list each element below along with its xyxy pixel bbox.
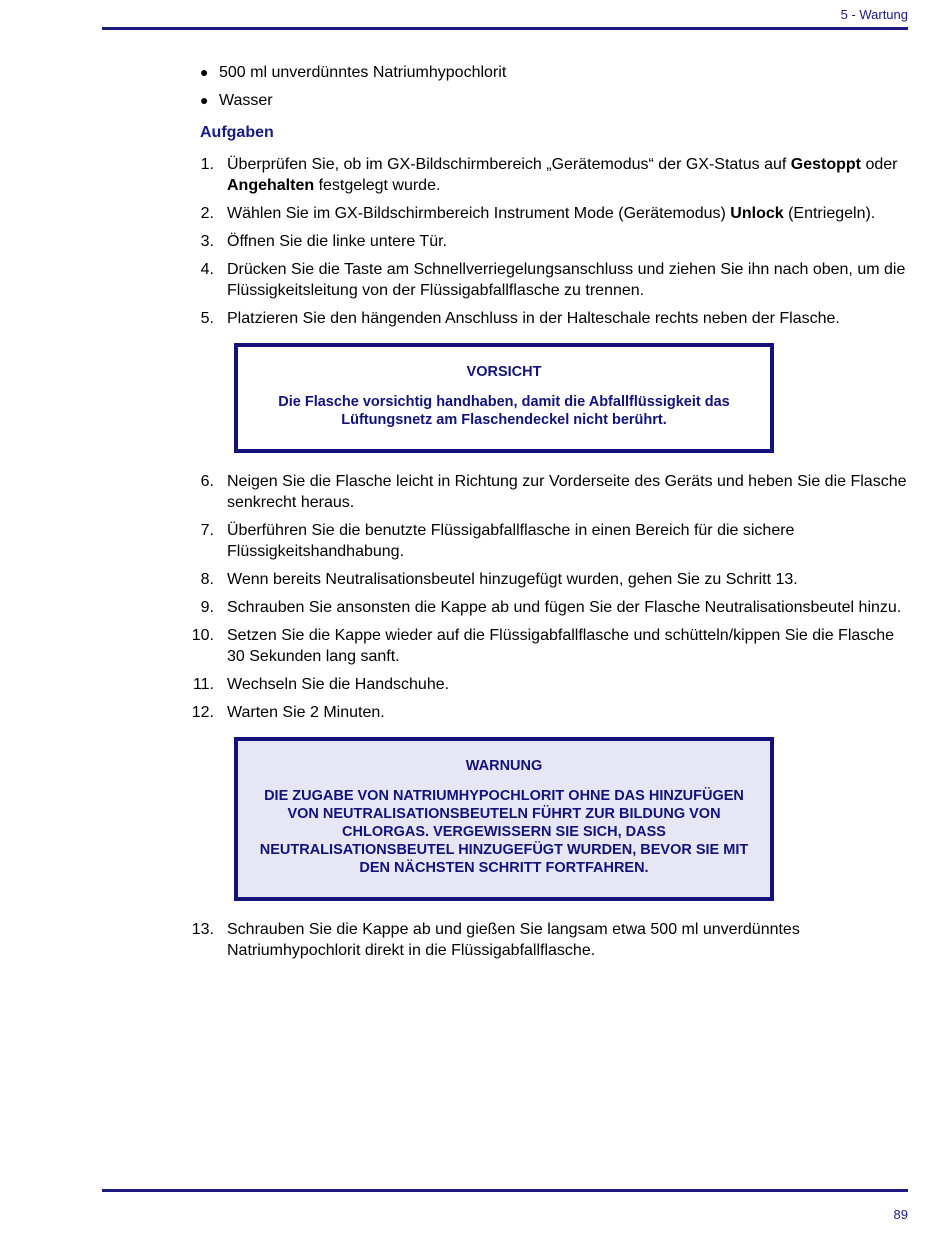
step-number: 3. bbox=[200, 233, 214, 250]
step-text: Überprüfen Sie, ob im GX-Bildschirmbereich „Gerätemodus“ der GX-Status auf Gestoppt oder Angehalten festgelegt wurde. bbox=[227, 156, 898, 194]
step-text: Setzen Sie die Kappe wieder auf die Flüssigabfallflasche und schütteln/kippen Sie die Flasche 30 Sekunden lang sanft. bbox=[227, 627, 895, 665]
steps-list bbox=[191, 919, 910, 961]
step-number: 6. bbox=[200, 473, 214, 490]
step-text: Warten Sie 2 Minuten. bbox=[227, 704, 385, 721]
step-item bbox=[200, 231, 910, 252]
section-header: 5 - Wartung bbox=[840, 7, 908, 22]
step-item bbox=[191, 625, 910, 667]
step-item bbox=[200, 520, 910, 562]
step-number: 10. bbox=[191, 627, 214, 644]
step-item bbox=[200, 154, 910, 196]
step-text: Neigen Sie die Flasche leicht in Richtung zur Vorderseite des Geräts und heben Sie die Flasche senkrecht heraus. bbox=[227, 473, 907, 511]
section-heading: Aufgaben bbox=[200, 124, 274, 141]
page-number: 89 bbox=[893, 1207, 908, 1222]
step-item bbox=[191, 702, 910, 723]
step-text: Schrauben Sie ansonsten die Kappe ab und fügen Sie der Flasche Neutralisationsbeutel hinzu. bbox=[227, 599, 902, 616]
steps-list bbox=[191, 471, 910, 723]
step-item bbox=[200, 569, 910, 590]
step-text: Platzieren Sie den hängenden Anschluss in der Halteschale rechts neben der Flasche. bbox=[227, 310, 840, 327]
step-number: 9. bbox=[200, 599, 214, 616]
step-number: 5. bbox=[200, 310, 214, 327]
caution-box bbox=[234, 343, 774, 453]
step-item bbox=[200, 471, 910, 513]
warning-box bbox=[234, 737, 774, 901]
step-item bbox=[200, 308, 910, 329]
materials-list bbox=[200, 62, 910, 111]
step-number: 12. bbox=[191, 704, 214, 721]
list-item bbox=[200, 90, 910, 111]
page-content bbox=[191, 62, 910, 968]
step-text: Wählen Sie im GX-Bildschirmbereich Instrument Mode (Gerätemodus) Unlock (Entriegeln). bbox=[227, 205, 876, 222]
header-rule bbox=[102, 27, 908, 30]
steps-list bbox=[200, 154, 910, 329]
step-item bbox=[191, 919, 910, 961]
step-item bbox=[200, 259, 910, 301]
step-number: 7. bbox=[200, 522, 214, 539]
list-item bbox=[200, 62, 910, 83]
footer-rule bbox=[102, 1189, 908, 1192]
step-item bbox=[200, 203, 910, 224]
step-text: Wechseln Sie die Handschuhe. bbox=[227, 676, 450, 693]
step-text: Öffnen Sie die linke untere Tür. bbox=[227, 233, 447, 250]
step-text: Drücken Sie die Taste am Schnellverriegelungsanschluss und ziehen Sie ihn nach oben, um die Flüssigkeitsleitung von der Flüssigabfallflasche zu trennen. bbox=[227, 261, 906, 299]
caution-text: Die Flasche vorsichtig handhaben, damit die Abfallflüssigkeit das Lüftungsnetz am Flaschendeckel nicht berührt. bbox=[278, 394, 730, 428]
warning-text: DIE ZUGABE VON NATRIUMHYPOCHLORIT OHNE DAS HINZUFÜGEN VON NEUTRALISATIONSBEUTELN FÜHRT ZUR BILDUNG VON CHLORGAS. VERGEWISSERN SIE SICH, DASS NEUTRALISATIONSBEUTEL HINZUGEFÜGT WURDEN, BEVOR SIE MIT DEN NÄCHSTEN SCHRITT FORTFAHREN. bbox=[259, 788, 749, 876]
step-item bbox=[200, 597, 910, 618]
step-number: 1. bbox=[200, 156, 214, 173]
step-number: 2. bbox=[200, 205, 214, 222]
step-number: 11. bbox=[192, 676, 214, 693]
step-text: Überführen Sie die benutzte Flüssigabfallflasche in einen Bereich für die sichere Flüssigkeitshandhabung. bbox=[227, 522, 795, 560]
bullet-icon: ● bbox=[200, 92, 209, 108]
bullet-icon: ● bbox=[200, 64, 209, 80]
material-text: 500 ml unverdünntes Natriumhypochlorit bbox=[219, 64, 507, 81]
step-number: 8. bbox=[200, 571, 214, 588]
step-text: Wenn bereits Neutralisationsbeutel hinzugefügt wurden, gehen Sie zu Schritt 13. bbox=[227, 571, 798, 588]
caution-title: VORSICHT bbox=[466, 364, 542, 380]
step-item bbox=[192, 674, 910, 695]
step-number: 13. bbox=[191, 921, 214, 938]
material-text: Wasser bbox=[219, 92, 273, 109]
warning-title: WARNUNG bbox=[465, 758, 543, 774]
step-number: 4. bbox=[200, 261, 214, 278]
step-text: Schrauben Sie die Kappe ab und gießen Sie langsam etwa 500 ml unverdünntes Natriumhypochlorit direkt in die Flüssigabfallflasche. bbox=[227, 921, 800, 959]
